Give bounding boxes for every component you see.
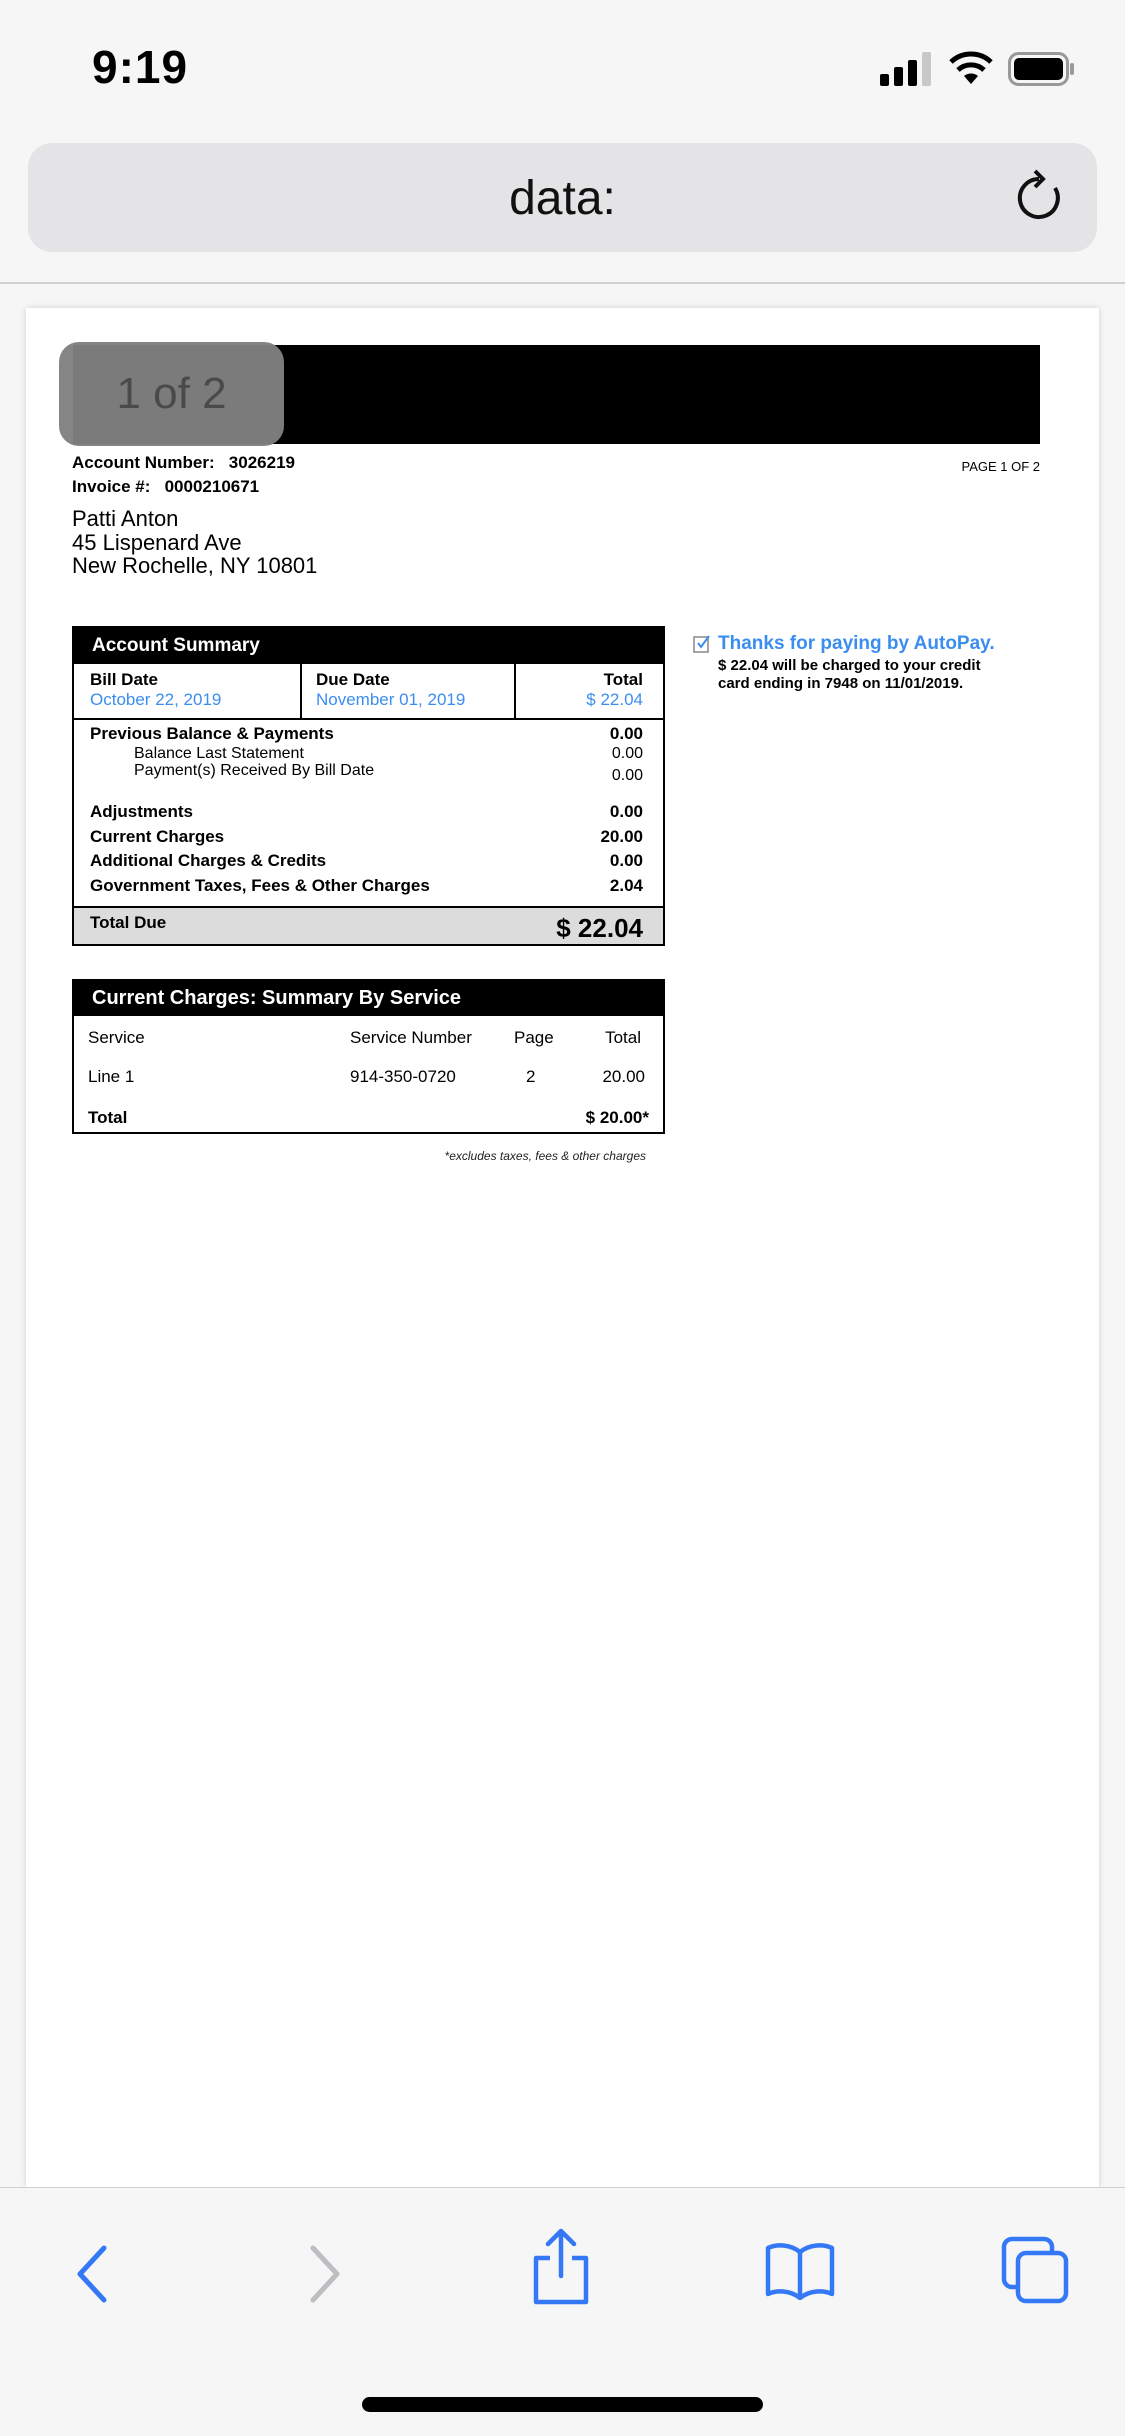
column-header: Service xyxy=(88,1028,145,1047)
account-summary-title: Account Summary xyxy=(74,628,663,664)
row-label: Balance Last Statement xyxy=(134,745,304,762)
column-header: Page xyxy=(514,1028,554,1047)
row-label: Additional Charges & Credits xyxy=(90,851,327,870)
service-number: 914-350-0720 xyxy=(350,1067,456,1086)
due-date-value: November 01, 2019 xyxy=(316,690,466,709)
row-value: 0.00 xyxy=(609,851,643,870)
autopay-line: card ending in 7948 on 11/01/2019. xyxy=(718,675,964,692)
share-icon[interactable] xyxy=(530,2228,592,2306)
total-cell xyxy=(516,664,663,710)
back-icon[interactable] xyxy=(72,2244,112,2304)
service-summary-box xyxy=(72,979,665,1134)
cellular-signal-icon xyxy=(880,52,936,86)
invoice-label: Invoice #: xyxy=(72,477,151,496)
total-due-value: $ 22.04 xyxy=(556,913,643,943)
total-due-label: Total Due xyxy=(90,913,167,932)
summary-rows xyxy=(74,720,663,906)
tabs-icon[interactable] xyxy=(1000,2235,1072,2305)
page-indicator: 1 of 2 xyxy=(59,342,284,446)
address-line: New Rochelle, NY 10801 xyxy=(72,553,318,578)
reload-icon[interactable] xyxy=(1009,167,1069,227)
bill-date-label: Bill Date xyxy=(90,670,159,689)
invoice-number xyxy=(72,477,259,497)
bill-date-cell xyxy=(74,664,302,718)
column-header: Total xyxy=(605,1028,641,1047)
row-label: Adjustments xyxy=(90,802,193,821)
service-page: 2 xyxy=(526,1067,536,1086)
checkbox-icon xyxy=(693,634,711,654)
service-total: 20.00 xyxy=(602,1067,645,1086)
bill-date-value: October 22, 2019 xyxy=(90,690,222,709)
row-label: Previous Balance & Payments xyxy=(90,724,334,743)
service-total-value: $ 20.00* xyxy=(585,1108,649,1127)
divider xyxy=(0,282,1125,284)
invoice-value: 0000210671 xyxy=(164,477,260,496)
pdf-page xyxy=(26,308,1099,2187)
address-block xyxy=(72,507,317,578)
due-date-cell xyxy=(302,664,516,718)
row-value: 0.00 xyxy=(611,767,643,784)
autopay-title: Thanks for paying by AutoPay. xyxy=(718,633,995,654)
row-value: 0.00 xyxy=(611,745,643,762)
total-label: Total xyxy=(603,670,643,689)
home-indicator[interactable] xyxy=(362,2397,763,2412)
status-time: 9:19 xyxy=(92,41,189,93)
total-value: $ 22.04 xyxy=(586,690,643,709)
row-value: 0.00 xyxy=(609,802,643,821)
row-label: Government Taxes, Fees & Other Charges xyxy=(90,876,430,895)
row-label: Current Charges xyxy=(90,827,225,846)
forward-icon[interactable] xyxy=(305,2244,345,2304)
bookmarks-icon[interactable] xyxy=(764,2240,836,2300)
account-number-label: Account Number: xyxy=(72,453,215,472)
dates-row xyxy=(74,664,663,720)
account-number-value: 3026219 xyxy=(228,453,295,472)
service-summary-title: Current Charges: Summary By Service xyxy=(74,981,663,1016)
customer-name: Patti Anton xyxy=(72,506,179,531)
column-header: Service Number xyxy=(350,1028,472,1047)
url-text: data: xyxy=(509,172,616,225)
autopay-line: $ 22.04 will be charged to your credit xyxy=(718,657,981,674)
service-total-label: Total xyxy=(88,1108,128,1127)
row-value: 20.00 xyxy=(600,827,643,846)
battery-icon xyxy=(1008,52,1076,86)
wifi-icon xyxy=(948,50,994,86)
row-label: Payment(s) Received By Bill Date xyxy=(134,762,375,779)
due-date-label: Due Date xyxy=(316,670,390,689)
account-number xyxy=(72,453,295,473)
row-value: 0.00 xyxy=(609,724,643,743)
page-label: PAGE 1 OF 2 xyxy=(961,459,1040,474)
footnote: *excludes taxes, fees & other charges xyxy=(444,1149,646,1163)
address-bar[interactable] xyxy=(28,143,1097,252)
account-summary-box xyxy=(72,626,665,946)
address-line: 45 Lispenard Ave xyxy=(72,529,242,555)
total-due-row xyxy=(74,906,663,944)
service-name: Line 1 xyxy=(88,1067,135,1086)
row-value: 2.04 xyxy=(609,876,643,895)
